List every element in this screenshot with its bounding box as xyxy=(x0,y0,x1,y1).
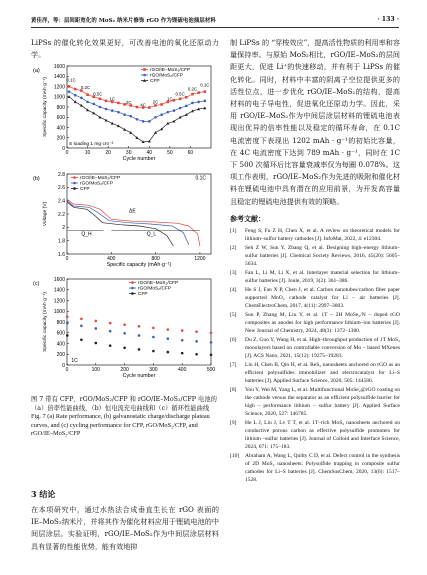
data-point xyxy=(80,317,83,320)
panel-label: (c) xyxy=(33,281,40,287)
data-point xyxy=(92,103,95,106)
page-number: · 133 · xyxy=(377,16,399,23)
x-tick-label: 0 xyxy=(65,367,69,373)
data-point xyxy=(123,128,126,131)
reference-item xyxy=(230,287,400,311)
data-point xyxy=(191,102,194,105)
y-tick-label: 1.8 xyxy=(58,238,65,245)
page-header xyxy=(0,0,427,29)
data-point xyxy=(160,113,163,116)
legend-marker xyxy=(131,281,134,284)
y-tick-label: 1400 xyxy=(53,74,65,81)
y-tick-label: 400 xyxy=(56,125,65,132)
data-point xyxy=(148,106,151,109)
data-point xyxy=(152,327,155,330)
y-axis-label: Specific capacity (mAh·g⁻¹) xyxy=(43,77,48,137)
data-point xyxy=(172,120,175,123)
data-point xyxy=(109,322,112,325)
reference-text: Fan L, Li M, Li X, et al. Interlayer material selection for lithium–sulfur batteries [J]. Joule, 2019, 3(2): 361–386. xyxy=(245,269,400,284)
reference-item xyxy=(230,245,400,269)
data-point xyxy=(66,315,69,318)
reference-number: [6] xyxy=(230,337,237,344)
data-point xyxy=(138,348,141,351)
series-line xyxy=(67,202,173,246)
y-tick-label: 600 xyxy=(56,115,65,122)
y-tick-label: 1.6 xyxy=(58,251,65,258)
rate-label: 0.1C xyxy=(200,82,210,88)
data-point xyxy=(197,91,200,94)
legend-label: CFP xyxy=(150,79,160,84)
data-point xyxy=(152,336,155,339)
legend-marker xyxy=(73,176,76,179)
data-point xyxy=(123,113,126,116)
reference-item xyxy=(230,337,400,361)
legend-label: rGO/MoS₂/CFP xyxy=(150,73,184,79)
y-tick-label: 600 xyxy=(56,330,65,337)
data-point xyxy=(204,90,207,93)
data-point xyxy=(123,332,126,335)
reference-list xyxy=(230,228,400,485)
current-annotation: 1C xyxy=(71,357,78,364)
caption-zh: 图 7 带有 CFP、rGO/MoS₂/CFP 和 rGO/IE–MoS₂/CFP 电池的（a）倍率性能曲线，（b）恒电流充电曲线和（c）循环性能曲线 xyxy=(31,396,217,412)
data-point xyxy=(167,111,170,114)
x-tick-label: 200 xyxy=(120,367,129,373)
panel-label: (a) xyxy=(33,68,40,74)
data-point xyxy=(197,101,200,104)
reference-text: Du Z, Guo Y, Wang H, et al. High–throughput production of 1T MoS₂ monolayers based on controllable conversion of Mo – based MXenes [J]. ACS Nano, 2021, 15(12): 19275–19283. xyxy=(245,337,400,359)
rate-label: 0.2C xyxy=(187,86,198,92)
x-tick-label: 60 xyxy=(187,150,194,156)
data-point xyxy=(99,98,102,101)
reference-item xyxy=(230,270,400,286)
reference-text: Abraham A, Wang L, Quilty C D, et al. Defect control in the synthesis of 2D MoS₂ nanosheets: Polysulfide trapping in composite sulfur cathodes for Li–S batteries [J]. ChemSusChem, 2020, 13(6): 1517–1528. xyxy=(245,452,400,483)
data-point xyxy=(123,347,126,350)
reference-text: You Y, Wei M, Yang L, et al. Multifunctional MoSe₂@rGO coating on the cathode versus the separator as an efficient polysulfide barrier for high – performance lithium – sulfur battery [J]. Applied Surface Science, 2020, 527: 146785. xyxy=(245,387,400,417)
data-point xyxy=(80,324,83,327)
reference-text: Lin H, Chen B, Qin H, et al. ReS₂ nanosheets anchored on rGO as an efficient polysulfides immobilizer and electrocatalyst for Li–S batteries [J]. Applied Surface Science, 2020, 505: 144586. xyxy=(245,362,400,384)
data-point xyxy=(204,100,207,103)
chart-charge-discharge xyxy=(31,172,219,274)
x-tick-label: 30 xyxy=(125,150,132,156)
data-point xyxy=(167,328,170,331)
data-point xyxy=(109,344,112,347)
y-tick-label: 2.8 xyxy=(58,172,65,178)
loading-annotation: S loading 1 mg·cm⁻² xyxy=(69,141,114,147)
y-tick-label: 1600 xyxy=(53,64,65,70)
legend-label: rGO/MoS₂/CFP xyxy=(80,181,114,187)
running-title: 黄佳洋，等：层间距宽化的 MoS₂ 纳米片修饰 rGO 作为锂硫电池插层材料 xyxy=(31,18,216,24)
references-heading: 参考文献： xyxy=(230,213,265,223)
data-point xyxy=(152,350,155,353)
rate-label: 2C xyxy=(125,99,132,105)
reference-item xyxy=(230,362,400,386)
y-tick-label: 800 xyxy=(56,319,65,326)
x-tick-label: 0 xyxy=(65,150,69,156)
x-axis-label: Cycle number xyxy=(122,373,156,379)
data-point xyxy=(80,338,83,341)
data-point xyxy=(160,103,163,106)
reference-item xyxy=(230,453,400,485)
data-point xyxy=(68,85,71,88)
reference-number: [1] xyxy=(230,227,237,234)
data-point xyxy=(154,116,157,119)
x-tick-label: 1200 xyxy=(194,256,206,262)
figure-caption xyxy=(31,396,219,439)
section-heading-conclusion: 3 结论 xyxy=(31,489,56,499)
data-point xyxy=(185,96,188,99)
data-point xyxy=(148,120,151,123)
x-tick-label: 400 xyxy=(107,256,116,262)
legend-marker xyxy=(143,74,146,77)
current-annotation: 0.1C xyxy=(195,175,207,182)
y-tick-label: 1200 xyxy=(53,298,65,305)
data-point xyxy=(203,106,206,109)
data-point xyxy=(66,322,69,325)
y-axis-label: Specific capacity (mAh·g⁻¹) xyxy=(43,292,48,352)
data-point xyxy=(195,340,198,343)
chart-rate-performance xyxy=(31,64,219,168)
rate-label: 0.5C xyxy=(175,91,185,97)
data-point xyxy=(210,353,213,356)
data-point xyxy=(68,90,71,93)
y-tick-label: 1400 xyxy=(53,287,65,294)
y-tick-label: 400 xyxy=(56,341,65,348)
legend-marker xyxy=(73,187,76,190)
rate-label: 2C xyxy=(152,99,159,105)
data-point xyxy=(86,101,89,104)
conclusion-paragraph: 在本项研究中，通过水热法合成垂直生长在 rGO 表面的 IE–MoS₂纳米片，并将其作为催化材料应用于锂硫电池的中间层涂层。实验证明，rGO/IE–MoS₂作为中间层涂层材料具有显著的性能优势，能有效地抑 xyxy=(31,505,219,551)
reference-text: Sun P, Zhang M, Liu Y, et al. 1T – 2H MoSe₂/N – doped rGO composites as anodes for high performance lithium–ion batteries [J]. New Journal of Chemistry, 2024, 48(3): 1372–1380. xyxy=(245,312,400,334)
data-point xyxy=(167,351,170,354)
x-tick-label: 40 xyxy=(146,150,153,156)
data-point xyxy=(154,131,157,134)
reference-text: Seh Z W, Sun Y, Zhang Q, et al. Designing high–energy lithium–sulfur batteries [J]. Chemical Society Reviews, 2016, 45(20): 5605–5634. xyxy=(245,244,400,267)
data-point xyxy=(80,104,83,107)
legend-marker xyxy=(73,182,76,185)
x-tick-label: 100 xyxy=(91,367,100,373)
data-point xyxy=(195,353,198,356)
legend-marker xyxy=(131,287,134,290)
data-point xyxy=(191,93,194,96)
rate-label: 0.2C xyxy=(80,85,91,91)
data-point xyxy=(181,339,184,342)
data-point xyxy=(117,111,120,114)
data-point xyxy=(95,342,98,345)
right-column xyxy=(230,37,400,486)
panel-label: (b) xyxy=(33,176,40,182)
data-point xyxy=(66,334,69,337)
y-tick-label: 2.4 xyxy=(58,198,65,205)
legend-marker xyxy=(143,68,146,71)
data-point xyxy=(95,327,98,330)
data-point xyxy=(86,93,89,96)
header-rule xyxy=(31,27,399,28)
x-tick-label: 50 xyxy=(167,150,173,156)
legend-label: rGO/IE–MoS₂/CFP xyxy=(138,281,179,286)
qh-label: Q_H xyxy=(81,231,92,238)
reference-text: He L J, Liu J, Lv T T, et al. 1T–rich MoS₂ nanosheets anchored on conductive porous carbon as effective polysulfide promoters for lithium –sulfur batteries [J]. Journal of Colloid and Interface Science, 2024, 671: 175–183. xyxy=(245,420,400,450)
data-point xyxy=(117,102,120,105)
x-axis-label: Cycle number xyxy=(122,156,156,162)
y-tick-label: 1000 xyxy=(53,309,65,316)
data-point xyxy=(210,341,213,344)
legend-label: CFP xyxy=(80,187,90,192)
data-point xyxy=(210,331,213,334)
data-point xyxy=(80,96,83,99)
data-point xyxy=(167,337,170,340)
reference-number: [8] xyxy=(230,387,237,394)
data-point xyxy=(74,94,77,97)
left-column xyxy=(31,37,219,551)
data-point xyxy=(185,105,188,108)
data-point xyxy=(105,100,108,103)
data-point xyxy=(98,116,101,119)
data-point xyxy=(74,88,77,91)
rate-label: 1C xyxy=(109,96,116,102)
data-point xyxy=(181,329,184,332)
y-tick-label: 2 xyxy=(62,225,65,232)
x-tick-label: 300 xyxy=(149,367,158,373)
legend-label: rGO/MoS₂/CFP xyxy=(138,286,172,292)
x-tick-label: 20 xyxy=(105,150,111,156)
ql-label: Q_L xyxy=(146,231,157,238)
rate-label: 0.1C xyxy=(66,77,76,83)
chart-cycling-performance xyxy=(31,277,219,385)
rate-label: 0.5C xyxy=(93,91,103,97)
data-point xyxy=(95,320,98,323)
y-tick-label: 1200 xyxy=(53,84,65,91)
x-tick-label: 10 xyxy=(84,150,91,156)
reference-number: [7] xyxy=(230,362,237,369)
x-tick-label: 0 xyxy=(65,256,69,262)
y-tick-label: 2.6 xyxy=(58,185,65,192)
x-axis-label: Specific capacity (mAh·g⁻¹) xyxy=(106,262,172,268)
data-point xyxy=(179,107,182,110)
reference-item xyxy=(230,420,400,452)
data-point xyxy=(109,330,112,333)
data-point xyxy=(105,108,108,111)
x-tick-label: 800 xyxy=(151,256,160,262)
right-top-paragraph: 制 LiPSs 的 “穿梭效应”，提高活性物质的利用率和容量保持率。与原始 MoS₂相比，rGO/IE–MoS₂的层间距更大，促进 Li⁺的快速移动，并有利于 LiPSs 的催化转化。同时，材料中丰富的阴离子空位提供更多的活性位点，进一步优化 rGO/IE–MoS₂的结构，提高材料的电子导电性，促进氧化还原动力学。因此，采用 rGO/IE–MoS₂作为中间层涂层材料的锂硫电池表现出优异的倍率性能以及稳定的循环寿命，在 0.1C 电流密度下表现出 1202 mAh · g⁻¹的初始比容量，在 4C 电流密度下达到 789 mAh · g⁻¹，同时在 1C 下 500 次循环后比容量衰减率仅为每圈 0.078%。这项工作表明，rGO/IE–MoS₂作为先进的吸附和催化材料在锂硫电池中具有潜在的应用前景，为开发高容量且稳定的锂硫电池提供有效的策略。 xyxy=(230,38,400,206)
caption-en: Fig. 7 (a) Rate performance, (b) galvanostatic charge/discharge plateau curves, and (c) cycling performance for CFP, rGO/MoS₂/CFP, and rGO/IE–MoS₂/CFP xyxy=(31,413,210,438)
reference-number: [10] xyxy=(230,452,240,459)
data-point xyxy=(179,98,182,101)
reference-item xyxy=(230,387,400,419)
y-axis-label: Voltage (V) xyxy=(43,201,48,227)
x-tick-label: 400 xyxy=(178,367,187,373)
reference-number: [5] xyxy=(230,312,237,319)
legend-label: rGO/IE–MoS₂/CFP xyxy=(80,176,121,181)
y-tick-label: 800 xyxy=(56,104,65,111)
reference-text: He S J, Fan X P, Chen J, et al. Carbon nanotubes/carbon fiber paper supported MnO₂ cathode catalyst for Li – air batteries [J]. ChemElectroChem, 2017, 4(11): 2997–3003. xyxy=(245,287,400,309)
reference-number: [4] xyxy=(230,287,237,294)
data-point xyxy=(154,104,157,107)
data-point xyxy=(99,106,102,109)
legend-label: CFP xyxy=(138,292,148,297)
reference-item xyxy=(230,228,400,244)
y-tick-label: 200 xyxy=(56,352,65,359)
data-point xyxy=(123,323,126,326)
x-tick-label: 500 xyxy=(206,367,216,373)
delta-e-label: ΔE xyxy=(129,208,136,215)
data-point xyxy=(185,113,188,116)
data-point xyxy=(138,325,141,328)
data-point xyxy=(142,120,145,123)
reference-text: Feng S, Fu Z H, Chen X, et al. A review on theoretical models for lithium–sulfur battery cathodes [J]. InfoMat, 2022, 4: e12304. xyxy=(245,227,400,242)
rate-label: 1C xyxy=(167,96,173,102)
data-point xyxy=(181,352,184,355)
y-tick-label: 2.2 xyxy=(58,211,65,218)
reference-number: [3] xyxy=(230,269,237,276)
data-point xyxy=(195,330,198,333)
y-tick-label: 1000 xyxy=(53,94,65,101)
data-point xyxy=(136,118,139,121)
y-tick-label: 0 xyxy=(62,362,65,369)
data-point xyxy=(111,109,114,112)
y-tick-label: 1600 xyxy=(53,277,65,283)
data-point xyxy=(173,109,176,112)
left-top-paragraph: LiPSs 的催化转化效果更好，可改善电池的氧化还原动力学。 xyxy=(31,38,219,60)
data-point xyxy=(138,334,141,337)
data-point xyxy=(136,106,139,109)
data-point xyxy=(129,115,132,118)
reference-number: [9] xyxy=(230,420,237,427)
y-tick-label: 0 xyxy=(62,145,65,152)
data-point xyxy=(173,99,176,102)
reference-item xyxy=(230,312,400,336)
y-tick-label: 200 xyxy=(56,135,65,142)
rate-label: 4C xyxy=(140,102,146,108)
legend-label: rGO/IE–MoS₂/CFP xyxy=(150,68,191,73)
reference-number: [2] xyxy=(230,244,237,251)
legend-marker xyxy=(131,292,134,295)
